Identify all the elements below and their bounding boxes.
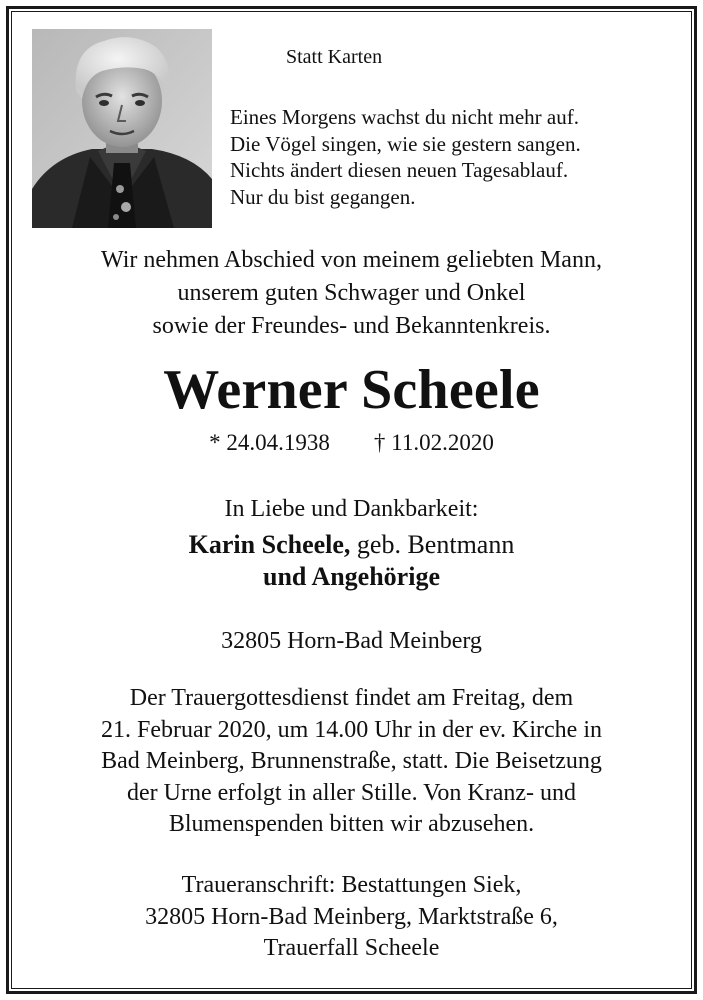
service-line: Blumenspenden bitten wir abzusehen. — [168, 811, 535, 837]
birth-date: * 24.04.1938 — [209, 430, 330, 455]
signer-relatives: und Angehörige — [263, 562, 440, 591]
farewell-text — [20, 244, 683, 343]
life-dates — [20, 428, 683, 458]
signer-maiden-name: geb. Bentmann — [350, 530, 515, 559]
mourning-address-line: 32805 Horn-Bad Meinberg, Marktstraße 6, — [145, 903, 558, 930]
portrait-photo — [32, 29, 212, 228]
service-line: Bad Meinberg, Brunnenstraße, statt. Die Beisetzung — [101, 748, 602, 774]
mourning-address-line: Traueranschrift: Bestattungen Siek, — [181, 872, 522, 898]
poem-line: Nur du bist gegangen. — [230, 184, 416, 209]
deceased-name: Werner Scheele — [163, 359, 540, 421]
poem-line: Die Vögel singen, wie sie gestern sangen. — [230, 131, 581, 156]
service-line: der Urne erfolgt in aller Stille. Von Kranz- und — [127, 779, 576, 806]
statt-karten-heading: Statt Karten — [286, 46, 383, 68]
farewell-line: Wir nehmen Abschied von meinem geliebten Mann, — [101, 247, 602, 273]
mourning-address — [20, 870, 683, 965]
death-date: † 11.02.2020 — [373, 430, 494, 455]
poem — [230, 104, 581, 210]
signer — [20, 529, 683, 593]
farewell-line: sowie der Freundes- und Bekanntenkreis. — [152, 313, 551, 339]
service-line: Der Trauergottesdienst findet am Freitag, dem — [129, 685, 574, 711]
service-line: 21. Februar 2020, um 14.00 Uhr in der ev. Kirche in — [101, 716, 602, 743]
farewell-line: unserem guten Schwager und Onkel — [177, 280, 526, 306]
dedication: In Liebe und Dankbarkeit: — [224, 496, 479, 522]
poem-line: Eines Morgens wachst du nicht mehr auf. — [230, 105, 579, 129]
service-announcement — [20, 683, 683, 841]
signer-name: Karin Scheele, — [188, 530, 351, 559]
mourning-address-line: Trauerfall Scheele — [263, 935, 440, 961]
family-address: 32805 Horn-Bad Meinberg — [221, 628, 482, 654]
poem-line: Nichts ändert diesen neuen Tagesablauf. — [230, 158, 569, 182]
